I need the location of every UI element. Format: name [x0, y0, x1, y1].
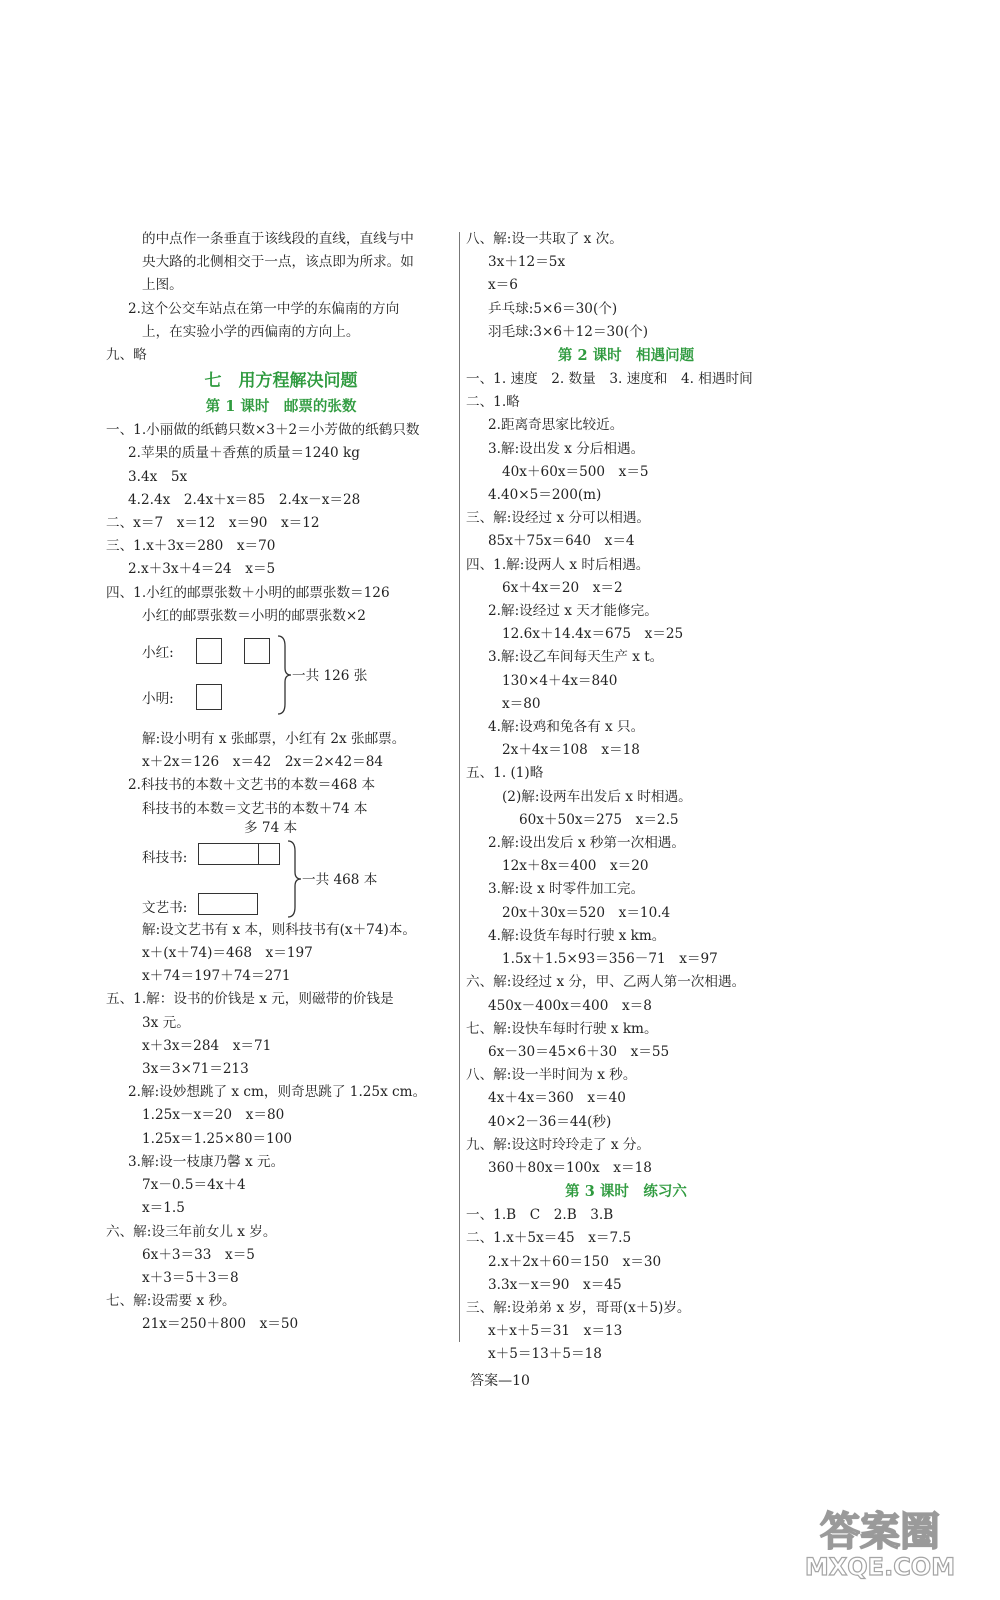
text-line: 3.解:设出发 x 分后相遇。 — [488, 440, 645, 457]
text-line: 解:设文艺书有 x 本，则科技书有(x＋74)本。 — [142, 921, 416, 938]
text-line: 七、解:设需要 x 秒。 — [106, 1293, 236, 1310]
text-line: 的中点作一条垂直于该线段的直线，直线与中 — [142, 231, 414, 247]
left-column — [106, 228, 456, 1337]
books-diagram — [106, 821, 446, 919]
text-line: 6x－30＝45×6＋30 x＝55 — [488, 1043, 670, 1060]
text-line: 一、1. 速度 2. 数量 3. 速度和 4. 相遇时间 — [466, 371, 753, 388]
right-column — [466, 228, 786, 1367]
segment-box — [258, 843, 280, 865]
text-line: 2.x＋3x＋4＝24 x＝5 — [128, 561, 276, 578]
text-line: 4x＋4x＝360 x＝40 — [488, 1090, 626, 1107]
text-line: 羽毛球:3×6＋12＝30(个) — [488, 323, 649, 340]
text-line: 1.25x－x＝20 x＝80 — [142, 1107, 285, 1124]
text-line: 3.3x－x＝90 x＝45 — [488, 1276, 622, 1293]
text-line: 科技书的本数＝文艺书的本数＋74 本 — [142, 800, 368, 817]
text-line: 2.苹果的质量＋香蕉的质量＝1240 kg — [128, 445, 360, 462]
text-line: 4.40×5＝200(m) — [488, 487, 602, 504]
text-line: 2.科技书的本数＋文艺书的本数＝468 本 — [128, 777, 376, 794]
text-line: 85x＋75x＝640 x＝4 — [488, 533, 635, 550]
lesson-title: 第 3 课时 练习六 — [565, 1183, 687, 1201]
stamp-diagram — [106, 628, 446, 728]
text-line: x＋5＝13＋5＝18 — [488, 1346, 602, 1363]
lesson-title: 第 2 课时 相遇问题 — [557, 347, 695, 365]
text-line: 60x＋50x＝275 x＝2.5 — [519, 811, 679, 828]
text-line: 6x＋4x＝20 x＝2 — [502, 579, 623, 596]
text-line: 1.5x＋1.5×93＝356－71 x＝97 — [502, 951, 718, 968]
text-line: 3x＋12＝5x — [488, 254, 566, 271]
brace-icon — [286, 839, 302, 919]
watermark-logo-text: 答案圈 — [820, 1509, 940, 1555]
text-line: 6x＋3＝33 x＝5 — [142, 1246, 255, 1263]
text-line: 40x＋60x＝500 x＝5 — [502, 463, 649, 480]
text-line: 20x＋30x＝520 x＝10.4 — [502, 904, 671, 921]
text-line: x＋(x＋74)＝468 x＝197 — [142, 945, 313, 962]
text-line: 4.解:设鸡和兔各有 x 只。 — [488, 719, 645, 736]
text-line: 九、解:设这时玲玲走了 x 分。 — [466, 1136, 651, 1153]
segment-box — [196, 684, 222, 710]
diagram-total: 一共 126 张 — [292, 668, 368, 685]
lesson-title: 第 1 课时 邮票的张数 — [205, 398, 357, 416]
text-line: 七、解:设快车每时行驶 x km。 — [466, 1020, 658, 1037]
text-line: 21x＝250＋800 x＝50 — [142, 1316, 299, 1333]
text-line: 小红的邮票张数＝小明的邮票张数×2 — [142, 607, 366, 624]
text-line: 2.这个公交车站点在第一中学的东偏南的方向 — [128, 300, 400, 317]
text-line: 2.x＋2x＋60＝150 x＝30 — [488, 1253, 662, 1270]
page-number: 答案—10 — [470, 1373, 530, 1389]
text-line: 八、解:设一半时间为 x 秒。 — [466, 1067, 637, 1084]
text-line: 360＋80x＝100x x＝18 — [488, 1159, 652, 1176]
text-line: 2.解:设妙想跳了 x cm，则奇思跳了 1.25x cm。 — [128, 1084, 427, 1101]
text-line: 3.解:设 x 时零件加工完。 — [488, 881, 645, 898]
watermark-url-text: MXQE.COM — [804, 1553, 956, 1581]
text-line: 4.解:设货车每时行驶 x km。 — [488, 927, 666, 944]
text-line: (2)解:设两车出发后 x 时相遇。 — [502, 788, 692, 805]
text-line: 上图。 — [142, 277, 183, 294]
segment-box — [198, 893, 258, 915]
text-line: 上，在实验小学的西偏南的方向上。 — [142, 323, 360, 340]
text-line: x＋2x＝126 x＝42 2x＝2×42＝84 — [142, 754, 383, 771]
diagram-label-xiaohong: 小红: — [142, 645, 174, 662]
text-line: 450x－400x＝400 x＝8 — [488, 997, 652, 1014]
text-line: 央大路的北侧相交于一点，该点即为所求。如 — [142, 254, 414, 271]
diagram-more-label: 多 74 本 — [244, 819, 298, 836]
text-line: x＋x＋5＝31 x＝13 — [488, 1323, 623, 1340]
text-line: 2.解:设出发后 x 秒第一次相遇。 — [488, 835, 685, 852]
text-line: x＋74＝197＋74＝271 — [142, 968, 291, 985]
text-line: 六、解:设经过 x 分，甲、乙两人第一次相遇。 — [466, 974, 746, 991]
text-line: 40×2－36＝44(秒) — [488, 1113, 612, 1130]
diagram-label-xiaoming: 小明: — [142, 691, 174, 708]
text-line: 2.解:设经过 x 天才能修完。 — [488, 603, 658, 620]
diagram-label-art: 文艺书: — [142, 899, 188, 916]
text-line: 五、1.解：设书的价钱是 x 元，则磁带的价钱是 — [106, 991, 394, 1008]
text-line: 3.4x 5x — [128, 468, 188, 485]
text-line: 3x＝3×71＝213 — [142, 1061, 249, 1078]
text-line: 4.2.4x 2.4x＋x＝85 2.4x－x＝28 — [128, 491, 361, 508]
text-line: 三、解:设弟弟 x 岁，哥哥(x＋5)岁。 — [466, 1299, 691, 1316]
text-line: 九、略 — [106, 347, 147, 364]
text-line: 二、x＝7 x＝12 x＝90 x＝12 — [106, 515, 320, 532]
text-line: 3x 元。 — [142, 1014, 190, 1031]
text-line: 2x＋4x＝108 x＝18 — [502, 742, 640, 759]
text-line: 乒乓球:5×6＝30(个) — [488, 300, 618, 317]
diagram-total: 一共 468 本 — [302, 871, 378, 888]
text-line: 八、解:设一共取了 x 次。 — [466, 231, 623, 247]
text-line: 五、1. (1)略 — [466, 765, 544, 782]
brace-icon — [276, 634, 292, 716]
text-line: x＝80 — [502, 695, 541, 712]
text-line: 12x＋8x＝400 x＝20 — [502, 858, 649, 875]
text-line: x＋3＝5＋3＝8 — [142, 1269, 239, 1286]
text-line: 三、解:设经过 x 分可以相遇。 — [466, 510, 651, 527]
text-line: 一、1.B C 2.B 3.B — [466, 1207, 614, 1224]
text-line: 12.6x＋14.4x＝675 x＝25 — [502, 626, 684, 643]
text-line: 二、1.略 — [466, 394, 520, 411]
segment-box — [196, 638, 222, 664]
text-line: 2.距离奇思家比较近。 — [488, 417, 624, 434]
text-line: 三、1.x＋3x＝280 x＝70 — [106, 538, 276, 555]
unit-title: 七 用方程解决问题 — [204, 371, 358, 392]
text-line: 130×4＋4x＝840 — [502, 672, 618, 689]
segment-box — [244, 638, 270, 664]
text-line: 3.解:设乙车间每天生产 x t。 — [488, 649, 664, 666]
diagram-label-science: 科技书: — [142, 849, 188, 866]
column-divider — [459, 232, 460, 1342]
text-line: 四、1.解:设两人 x 时后相遇。 — [466, 556, 650, 573]
text-line: 7x－0.5＝4x＋4 — [142, 1177, 246, 1194]
text-line: x＝1.5 — [142, 1200, 185, 1217]
text-line: 一、1.小丽做的纸鹤只数×3＋2＝小芳做的纸鹤只数 — [106, 422, 420, 439]
text-line: 解:设小明有 x 张邮票，小红有 2x 张邮票。 — [142, 731, 406, 748]
text-line: 二、1.x＋5x＝45 x＝7.5 — [466, 1230, 632, 1247]
text-line: 六、解:设三年前女儿 x 岁。 — [106, 1223, 277, 1240]
text-line: 1.25x＝1.25×80＝100 — [142, 1130, 293, 1147]
text-line: 四、1.小红的邮票张数＋小明的邮票张数＝126 — [106, 584, 390, 601]
text-line: x＋3x＝284 x＝71 — [142, 1037, 272, 1054]
text-line: 3.解:设一枝康乃馨 x 元。 — [128, 1153, 285, 1170]
watermark-logo — [790, 1495, 970, 1585]
text-line: x＝6 — [488, 277, 518, 294]
